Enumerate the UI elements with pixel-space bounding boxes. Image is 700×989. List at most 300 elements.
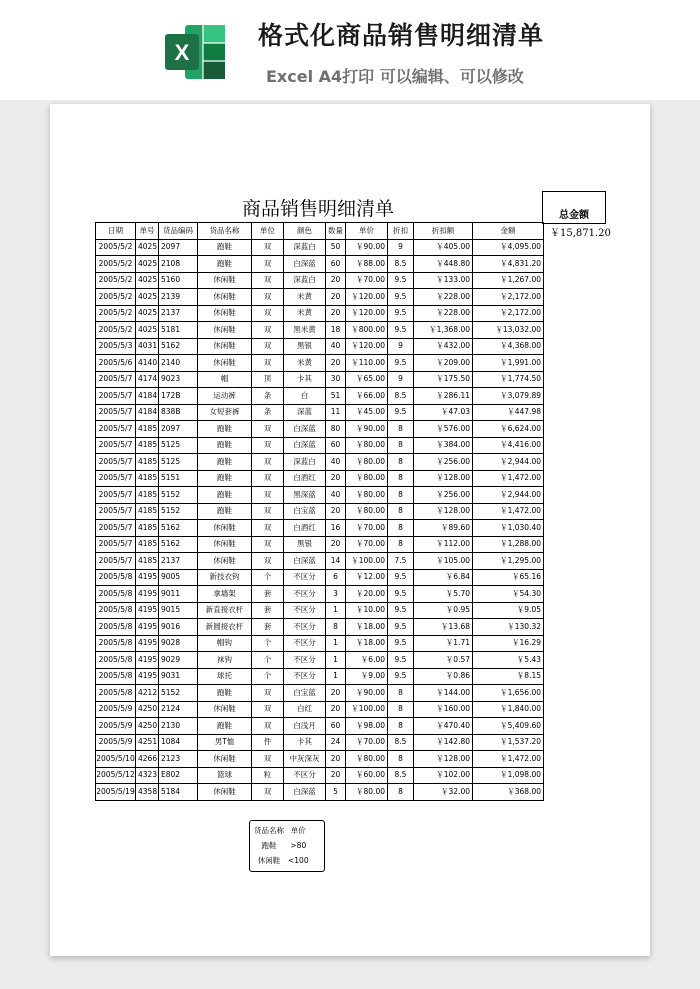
table-row — [96, 520, 544, 537]
table-cell: 新直接衣杆 — [198, 602, 252, 619]
table-cell: 双 — [252, 553, 284, 570]
table-cell: 8.5 — [388, 767, 414, 784]
table-cell: 9.5 — [388, 652, 414, 669]
table-cell: 9029 — [159, 652, 198, 669]
table-cell: 20 — [326, 503, 346, 520]
legend-cell: 休闲鞋 — [257, 856, 281, 865]
table-cell: ￥384.00 — [414, 437, 473, 454]
table-cell: 8 — [388, 503, 414, 520]
table-cell: 2005/5/8 — [96, 652, 136, 669]
table-cell: 20 — [326, 767, 346, 784]
table-cell: 不区分 — [284, 767, 326, 784]
table-cell: 4025 — [136, 239, 159, 256]
table-cell: 套 — [252, 586, 284, 603]
table-cell: 休闲鞋 — [198, 784, 252, 801]
table-cell: ￥128.00 — [414, 751, 473, 768]
table-cell: 30 — [326, 371, 346, 388]
table-cell: 双 — [252, 701, 284, 718]
table-cell: ￥144.00 — [414, 685, 473, 702]
table-cell: ￥45.00 — [346, 404, 388, 421]
table-cell: 2005/5/8 — [96, 668, 136, 685]
table-cell: 4250 — [136, 701, 159, 718]
table-cell: ￥6.84 — [414, 569, 473, 586]
table-cell: 2005/5/2 — [96, 256, 136, 273]
table-cell: 2005/5/7 — [96, 487, 136, 504]
table-row — [96, 619, 544, 636]
table-cell: 4185 — [136, 503, 159, 520]
table-cell: 米黄 — [284, 289, 326, 306]
table-cell: 2005/5/19 — [96, 784, 136, 801]
table-cell: 4185 — [136, 553, 159, 570]
table-cell: 9.5 — [388, 569, 414, 586]
table-cell: ￥447.98 — [473, 404, 544, 421]
table-cell: 2097 — [159, 239, 198, 256]
table-cell: ￥110.00 — [346, 355, 388, 372]
table-cell: ￥0.86 — [414, 668, 473, 685]
table-cell: 双 — [252, 487, 284, 504]
table-cell: ￥1,774.50 — [473, 371, 544, 388]
table-cell: ￥228.00 — [414, 305, 473, 322]
table-cell: ￥18.00 — [346, 619, 388, 636]
table-cell: 80 — [326, 421, 346, 438]
table-cell: ￥3,079.89 — [473, 388, 544, 405]
table-cell: 9.5 — [388, 619, 414, 636]
table-cell: 5 — [326, 784, 346, 801]
table-cell: 8 — [388, 520, 414, 537]
table-row — [96, 668, 544, 685]
table-cell: 不区分 — [284, 619, 326, 636]
table-cell: 不区分 — [284, 569, 326, 586]
table-cell: 休闲鞋 — [198, 751, 252, 768]
table-cell: 2005/5/7 — [96, 437, 136, 454]
table-cell: 黑米黄 — [284, 322, 326, 339]
table-cell: 拿墙架 — [198, 586, 252, 603]
table-cell: 2005/5/2 — [96, 322, 136, 339]
table-row — [96, 487, 544, 504]
table-cell: 套 — [252, 602, 284, 619]
table-cell: ￥2,944.00 — [473, 487, 544, 504]
table-cell: 4251 — [136, 734, 159, 751]
table-cell: 4323 — [136, 767, 159, 784]
table-cell: 2005/5/8 — [96, 602, 136, 619]
table-cell: 4358 — [136, 784, 159, 801]
table-cell: 9.5 — [388, 305, 414, 322]
table-cell: 2005/5/7 — [96, 503, 136, 520]
table-cell: 9.5 — [388, 272, 414, 289]
table-cell: ￥65.16 — [473, 569, 544, 586]
table-cell: 838B — [159, 404, 198, 421]
table-cell: 172B — [159, 388, 198, 405]
table-cell: 跑鞋 — [198, 437, 252, 454]
table-cell: 1 — [326, 635, 346, 652]
table-cell: 8 — [388, 751, 414, 768]
table-cell: 20 — [326, 470, 346, 487]
table-cell: 20 — [326, 272, 346, 289]
table-cell: 9.5 — [388, 355, 414, 372]
table-cell: ￥102.00 — [414, 767, 473, 784]
table-row — [96, 305, 544, 322]
table-cell: 深蓝白 — [284, 454, 326, 471]
table-cell: 2005/5/2 — [96, 305, 136, 322]
table-row — [96, 685, 544, 702]
table-cell: 球托 — [198, 668, 252, 685]
legend-header: 货品名称 — [254, 826, 284, 835]
table-cell: 9.5 — [388, 602, 414, 619]
table-cell: 休闲鞋 — [198, 701, 252, 718]
table-cell: 男T恤 — [198, 734, 252, 751]
table-cell: ￥70.00 — [346, 272, 388, 289]
table-cell: 60 — [326, 437, 346, 454]
table-cell: 白宝蓝 — [284, 503, 326, 520]
table-row — [96, 784, 544, 801]
table-cell: 9.5 — [388, 668, 414, 685]
table-cell: 1 — [326, 652, 346, 669]
table-cell: ￥9.05 — [473, 602, 544, 619]
table-cell: ￥70.00 — [346, 520, 388, 537]
table-cell: ￥209.00 — [414, 355, 473, 372]
table-cell: 2005/5/2 — [96, 239, 136, 256]
table-cell: 8 — [388, 437, 414, 454]
table-cell: ￥88.00 — [346, 256, 388, 273]
table-cell: 2005/5/8 — [96, 685, 136, 702]
table-cell: 帽钩 — [198, 635, 252, 652]
table-cell: 深蓝白 — [284, 272, 326, 289]
table-cell: 2005/5/9 — [96, 718, 136, 735]
table-cell: 2005/5/2 — [96, 272, 136, 289]
table-cell: 9016 — [159, 619, 198, 636]
table-cell: 双 — [252, 751, 284, 768]
table-cell: ￥405.00 — [414, 239, 473, 256]
table-cell: 4174 — [136, 371, 159, 388]
legend-header: 单价 — [290, 826, 306, 835]
table-cell: 4025 — [136, 256, 159, 273]
table-cell: ￥10.00 — [346, 602, 388, 619]
legend-cell: >80 — [290, 841, 307, 850]
table-cell: 2137 — [159, 305, 198, 322]
table-cell: 4185 — [136, 487, 159, 504]
table-row — [96, 635, 544, 652]
table-cell: 16 — [326, 520, 346, 537]
table-row — [96, 272, 544, 289]
table-cell: ￥80.00 — [346, 454, 388, 471]
table-cell: ￥4,368.00 — [473, 338, 544, 355]
table-cell: ￥12.00 — [346, 569, 388, 586]
table-row — [96, 289, 544, 306]
table-cell: 套 — [252, 619, 284, 636]
table-cell: 黑银 — [284, 536, 326, 553]
table-cell: 2005/5/7 — [96, 470, 136, 487]
column-header: 折扣额 — [414, 223, 473, 240]
table-cell: ￥128.00 — [414, 503, 473, 520]
table-cell: ￥70.00 — [346, 734, 388, 751]
column-header: 单号 — [136, 223, 159, 240]
table-cell: 8 — [388, 685, 414, 702]
table-cell: 18 — [326, 322, 346, 339]
table-row — [96, 371, 544, 388]
table-cell: 5152 — [159, 487, 198, 504]
table-row — [96, 421, 544, 438]
table-cell: 双 — [252, 355, 284, 372]
table-cell: ￥112.00 — [414, 536, 473, 553]
table-cell: ￥1,991.00 — [473, 355, 544, 372]
table-cell: ￥130.32 — [473, 619, 544, 636]
table-cell: ￥1.71 — [414, 635, 473, 652]
table-cell: ￥80.00 — [346, 784, 388, 801]
table-cell: 4195 — [136, 602, 159, 619]
table-row — [96, 239, 544, 256]
table-cell: 40 — [326, 338, 346, 355]
table-cell: ￥20.00 — [346, 586, 388, 603]
table-cell: 20 — [326, 305, 346, 322]
table-cell: 双 — [252, 470, 284, 487]
total-amount-box — [542, 191, 606, 224]
table-cell: 9.5 — [388, 289, 414, 306]
table-cell: 2005/5/7 — [96, 553, 136, 570]
table-cell: 双 — [252, 536, 284, 553]
table-cell: 4185 — [136, 454, 159, 471]
table-cell: 跑鞋 — [198, 718, 252, 735]
table-cell: 9.5 — [388, 404, 414, 421]
table-row — [96, 388, 544, 405]
table-cell: 4195 — [136, 652, 159, 669]
table-cell: ￥2,172.00 — [473, 305, 544, 322]
table-cell: 5151 — [159, 470, 198, 487]
table-cell: 跑鞋 — [198, 503, 252, 520]
table-cell: 跑鞋 — [198, 421, 252, 438]
table-cell: 2005/5/7 — [96, 421, 136, 438]
column-header: 单位 — [252, 223, 284, 240]
column-header: 颜色 — [284, 223, 326, 240]
legend-header-row — [252, 823, 311, 838]
table-cell: 4184 — [136, 404, 159, 421]
table-cell: ￥1,472.00 — [473, 503, 544, 520]
table-cell: 个 — [252, 668, 284, 685]
table-cell: ￥470.40 — [414, 718, 473, 735]
table-cell: ￥256.00 — [414, 487, 473, 504]
table-cell: ￥5.43 — [473, 652, 544, 669]
table-cell: 60 — [326, 718, 346, 735]
table-cell: 9023 — [159, 371, 198, 388]
table-row — [96, 355, 544, 372]
table-cell: 2130 — [159, 718, 198, 735]
table-cell: ￥100.00 — [346, 701, 388, 718]
table-cell: ￥0.95 — [414, 602, 473, 619]
table-cell: 4266 — [136, 751, 159, 768]
table-cell: ￥80.00 — [346, 487, 388, 504]
table-cell: 跑鞋 — [198, 487, 252, 504]
logo-letter: X — [174, 40, 190, 65]
table-cell: 休闲鞋 — [198, 289, 252, 306]
table-cell: 4195 — [136, 569, 159, 586]
table-cell: 5181 — [159, 322, 198, 339]
table-cell: 双 — [252, 256, 284, 273]
table-cell: 不区分 — [284, 602, 326, 619]
table-row — [96, 437, 544, 454]
table-cell: 休闲鞋 — [198, 272, 252, 289]
table-cell: ￥105.00 — [414, 553, 473, 570]
table-cell: 8.5 — [388, 734, 414, 751]
table-cell: ￥368.00 — [473, 784, 544, 801]
table-cell: 跑鞋 — [198, 470, 252, 487]
table-cell: 2005/5/7 — [96, 454, 136, 471]
table-cell: 双 — [252, 784, 284, 801]
table-cell: 1084 — [159, 734, 198, 751]
banner-title: 格式化商品销售明细清单 — [258, 21, 545, 50]
table-cell: 不区分 — [284, 586, 326, 603]
table-cell: ￥89.60 — [414, 520, 473, 537]
table-cell: 个 — [252, 652, 284, 669]
column-header: 折扣 — [388, 223, 414, 240]
table-cell: 篮球 — [198, 767, 252, 784]
table-cell: 跑鞋 — [198, 256, 252, 273]
table-cell: 深蓝白 — [284, 239, 326, 256]
table-cell: 9 — [388, 371, 414, 388]
table-cell: 双 — [252, 520, 284, 537]
table-row — [96, 404, 544, 421]
table-cell: ￥120.00 — [346, 305, 388, 322]
table-cell: 休闲鞋 — [198, 520, 252, 537]
table-cell: 个 — [252, 635, 284, 652]
table-cell: 双 — [252, 718, 284, 735]
table-cell: 11 — [326, 404, 346, 421]
table-row — [96, 602, 544, 619]
table-cell: 2123 — [159, 751, 198, 768]
table-cell: 双 — [252, 322, 284, 339]
table-cell: 20 — [326, 536, 346, 553]
table-cell: 8 — [388, 701, 414, 718]
table-cell: ￥2,172.00 — [473, 289, 544, 306]
legend-cell: 跑鞋 — [261, 841, 277, 850]
table-cell: ￥80.00 — [346, 437, 388, 454]
table-cell: 9011 — [159, 586, 198, 603]
table-cell: 卡其 — [284, 371, 326, 388]
table-cell: ￥256.00 — [414, 454, 473, 471]
table-cell: 双 — [252, 239, 284, 256]
table-cell: 2005/5/9 — [96, 734, 136, 751]
table-cell: 顶 — [252, 371, 284, 388]
table-cell: 2005/5/7 — [96, 371, 136, 388]
table-cell: ￥8.15 — [473, 668, 544, 685]
table-cell: 5162 — [159, 536, 198, 553]
legend-row — [252, 838, 311, 853]
table-cell: 5152 — [159, 503, 198, 520]
table-cell: 2005/5/8 — [96, 569, 136, 586]
table-cell: 4195 — [136, 586, 159, 603]
table-cell: ￥120.00 — [346, 289, 388, 306]
table-cell: ￥0.57 — [414, 652, 473, 669]
table-cell: 8 — [388, 487, 414, 504]
table-cell: 白深蓝 — [284, 553, 326, 570]
table-cell: 黑银 — [284, 338, 326, 355]
table-cell: 双 — [252, 503, 284, 520]
table-cell: 1 — [326, 668, 346, 685]
table-cell: 4185 — [136, 421, 159, 438]
table-cell: 4185 — [136, 470, 159, 487]
table-cell: 4185 — [136, 437, 159, 454]
table-cell: 休闲鞋 — [198, 536, 252, 553]
table-cell: ￥1,098.00 — [473, 767, 544, 784]
table-cell: ￥13.68 — [414, 619, 473, 636]
table-cell: ￥142.80 — [414, 734, 473, 751]
table-cell: ￥1,656.00 — [473, 685, 544, 702]
table-cell: 白 — [284, 388, 326, 405]
table-cell: 60 — [326, 256, 346, 273]
table-cell: ￥448.80 — [414, 256, 473, 273]
table-cell: 7.5 — [388, 553, 414, 570]
table-cell: 9.5 — [388, 635, 414, 652]
table-cell: 8 — [388, 784, 414, 801]
table-cell: 白酒红 — [284, 520, 326, 537]
table-cell: 双 — [252, 685, 284, 702]
column-header: 数量 — [326, 223, 346, 240]
table-cell: 深蓝 — [284, 404, 326, 421]
table-cell: 2005/5/8 — [96, 619, 136, 636]
table-cell: 白深蓝 — [284, 421, 326, 438]
table-cell: 4185 — [136, 520, 159, 537]
legend-cell: <100 — [288, 856, 309, 865]
table-cell: 5152 — [159, 685, 198, 702]
table-cell: ￥60.00 — [346, 767, 388, 784]
table-cell: 9 — [388, 338, 414, 355]
table-cell: 4212 — [136, 685, 159, 702]
table-cell: 卡其 — [284, 734, 326, 751]
table-cell: 2108 — [159, 256, 198, 273]
table-cell: 2005/5/7 — [96, 536, 136, 553]
table-cell: ￥128.00 — [414, 470, 473, 487]
table-cell: 20 — [326, 701, 346, 718]
table-cell: 条 — [252, 404, 284, 421]
table-cell: ￥90.00 — [346, 685, 388, 702]
column-header: 货品编码 — [159, 223, 198, 240]
table-cell: 休闲鞋 — [198, 338, 252, 355]
table-cell: ￥2,944.00 — [473, 454, 544, 471]
table-row — [96, 454, 544, 471]
table-row — [96, 256, 544, 273]
table-cell: 女短套裤 — [198, 404, 252, 421]
table-cell: 白浅月 — [284, 718, 326, 735]
table-cell: 个 — [252, 569, 284, 586]
table-cell: 5160 — [159, 272, 198, 289]
table-cell: 2005/5/7 — [96, 404, 136, 421]
table-cell: ￥80.00 — [346, 503, 388, 520]
total-amount-value: ￥15,871.20 — [550, 228, 611, 239]
table-row — [96, 338, 544, 355]
table-cell: 2124 — [159, 701, 198, 718]
table-cell: 8.5 — [388, 388, 414, 405]
table-cell: 5162 — [159, 338, 198, 355]
table-cell: 跑鞋 — [198, 239, 252, 256]
table-cell: ￥1,030.40 — [473, 520, 544, 537]
table-cell: 50 — [326, 239, 346, 256]
table-cell: ￥70.00 — [346, 536, 388, 553]
table-cell: ￥18.00 — [346, 635, 388, 652]
sheet-title: 商品销售明细清单 — [241, 198, 394, 220]
table-cell: 2005/5/9 — [96, 701, 136, 718]
table-cell: 4195 — [136, 635, 159, 652]
table-cell: 9.5 — [388, 322, 414, 339]
table-cell: 2005/5/2 — [96, 289, 136, 306]
table-cell: 8.5 — [388, 256, 414, 273]
table-cell: 8 — [388, 470, 414, 487]
table-cell: ￥1,368.00 — [414, 322, 473, 339]
table-cell: E802 — [159, 767, 198, 784]
table-body — [96, 239, 544, 800]
table-cell: 8 — [388, 454, 414, 471]
table-cell: 24 — [326, 734, 346, 751]
table-cell: ￥47.03 — [414, 404, 473, 421]
table-cell: 双 — [252, 421, 284, 438]
table-cell: ￥80.00 — [346, 470, 388, 487]
